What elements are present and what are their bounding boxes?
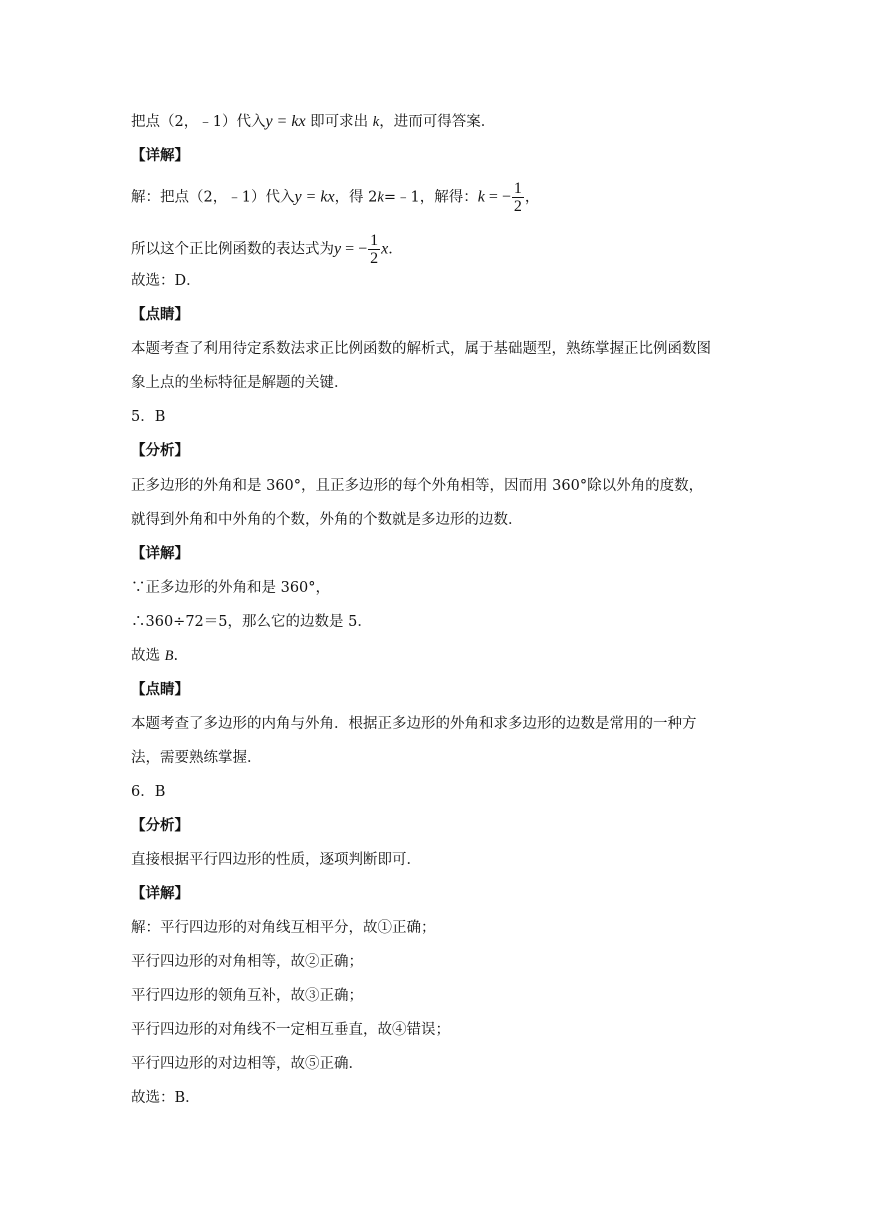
variable-k: k: [372, 114, 380, 130]
equation: y = kx: [294, 188, 335, 206]
s6-detail-line3: 平行四边形的领角互补，故③正确；: [131, 988, 363, 1004]
fraction-numerator: 1: [513, 180, 522, 197]
text-run: .: [173, 648, 179, 664]
fraction-denominator: 2: [513, 198, 522, 215]
s4-comment-heading: 【点睛】: [131, 306, 189, 323]
s6-detail-line5: 平行四边形的对边相等，故⑤正确．: [131, 1056, 363, 1072]
s5-comment-line2: 法，需要熟练掌握．: [131, 750, 262, 766]
text-run: 把点（2，﹣1）代入: [131, 114, 266, 130]
text-run: 故选: [131, 648, 165, 664]
s6-detail-line4: 平行四边形的对角线不一定相互垂直，故④错误；: [131, 1022, 450, 1038]
s4-comment-line1: 本题考查了利用待定系数法求正比例函数的解析式，属于基础题型，熟练掌握正比例函数图: [131, 341, 711, 357]
s5-number: 5．B: [131, 409, 166, 425]
fraction-one-half: [512, 180, 524, 215]
fraction-numerator: 1: [370, 232, 379, 249]
text-run: ，进而可得答案．: [379, 114, 496, 130]
s6-detail-line1: 解：平行四边形的对角线互相平分，故①正确；: [131, 920, 436, 936]
text-run: 所以这个正比例函数的表达式为: [131, 241, 334, 258]
s6-number: 6．B: [131, 784, 166, 800]
s6-choice: 故选：B．: [131, 1090, 200, 1106]
s4-detail-line1: [131, 180, 539, 215]
text-run: 解：把点（2，﹣1）代入: [131, 189, 295, 206]
s5-detail-line1: ∵正多边形的外角和是 360°，: [131, 580, 331, 596]
s4-detail-heading: 【详解】: [131, 147, 189, 164]
s6-detail-heading: 【详解】: [131, 885, 189, 902]
s5-comment-heading: 【点睛】: [131, 681, 189, 698]
variable-y: y: [334, 240, 342, 258]
answer-letter: B: [164, 648, 174, 664]
s6-analysis-line1: 直接根据平行四边形的性质，逐项判断即可．: [131, 852, 421, 868]
s4-detail-line2: [131, 232, 403, 267]
s5-analysis-line2: 就得到外角和中外角的个数，外角的个数就是多边形的边数．: [131, 512, 523, 528]
s6-detail-line2: 平行四边形的对角相等，故②正确；: [131, 954, 363, 970]
s6-analysis-heading: 【分析】: [131, 817, 189, 834]
text-run: ．: [388, 241, 403, 258]
s5-choice: [131, 646, 178, 666]
fraction-one-half: [368, 232, 380, 267]
s5-analysis-line1: 正多边形的外角和是 360°，且正多边形的每个外角相等，因而用 360°除以外角的度数，: [131, 478, 704, 494]
text-run: 即可求出: [305, 114, 373, 130]
variable-k: k: [477, 188, 485, 206]
variable-x: x: [381, 240, 389, 258]
equals-minus: = −: [341, 240, 368, 258]
text-run: ，得 2: [334, 189, 378, 206]
s5-comment-line1: 本题考查了多边形的内角与外角．根据正多边形的外角和求多边形的边数是常用的一种方: [131, 716, 697, 732]
s4-choice: 故选：D．: [131, 273, 201, 289]
s4-analysis-text: [131, 112, 495, 132]
text-run: =﹣1，解得：: [383, 189, 478, 206]
fraction-denominator: 2: [370, 250, 379, 267]
s5-analysis-heading: 【分析】: [131, 442, 189, 459]
equals-minus: = −: [484, 188, 511, 206]
variable-k: k: [377, 189, 384, 206]
s5-detail-heading: 【详解】: [131, 545, 189, 562]
s4-comment-line2: 象上点的坐标特征是解题的关键．: [131, 375, 349, 391]
s5-detail-line2: ∴360÷72＝5，那么它的边数是 5．: [131, 614, 372, 630]
equation: y = kx: [265, 113, 306, 130]
text-run: ，: [524, 189, 540, 206]
